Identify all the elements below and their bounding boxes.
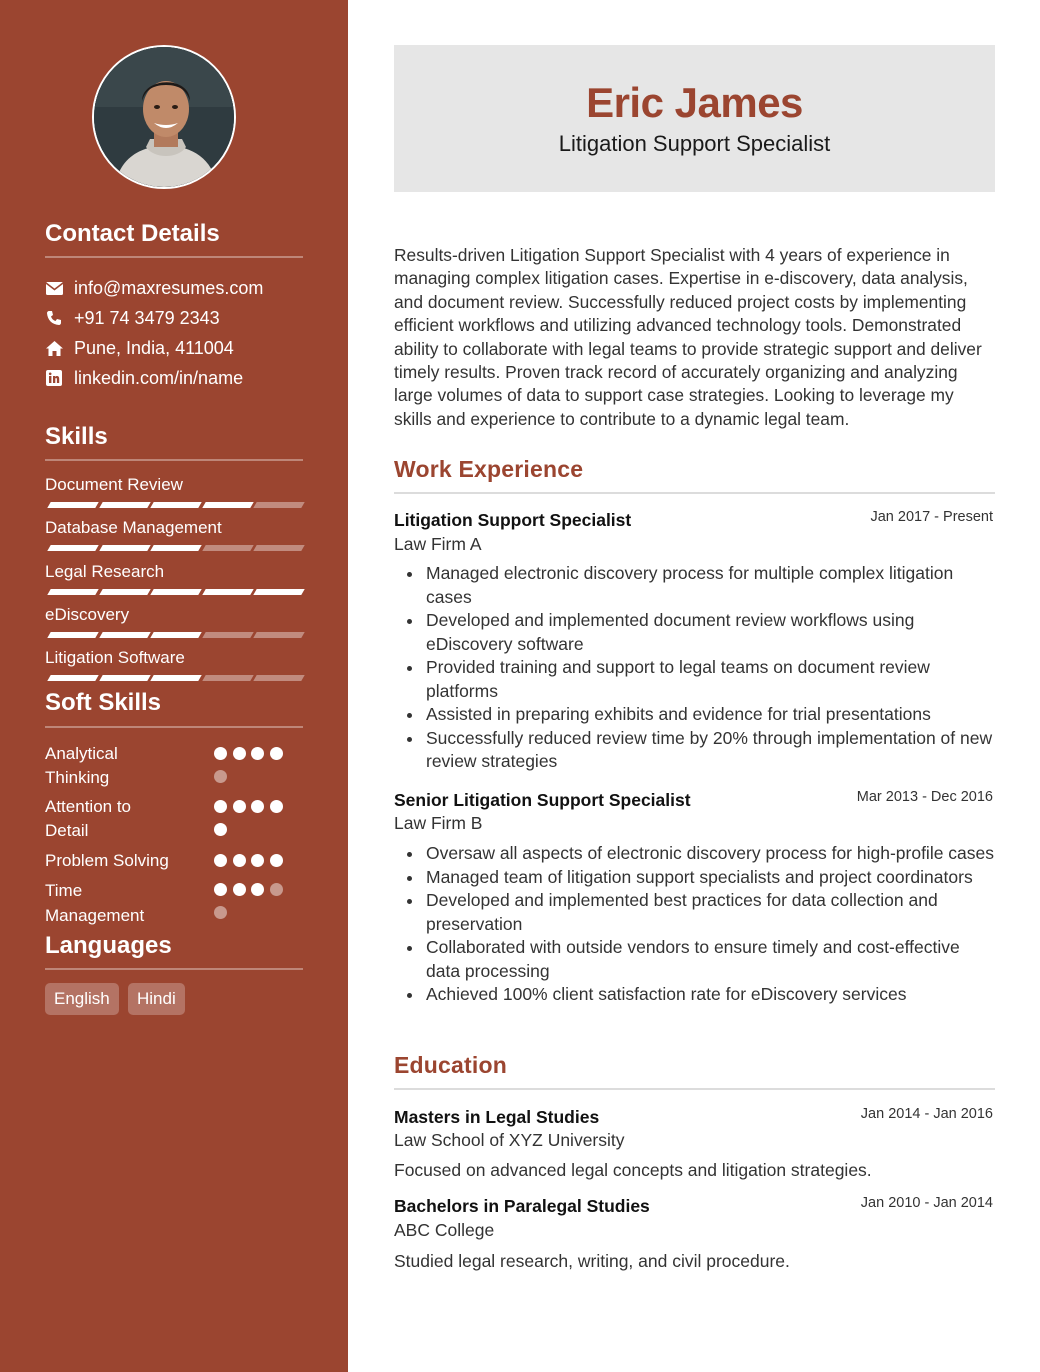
skill-level-segment [253, 675, 304, 681]
list-item: Developed and implemented best practices for data collection and preservation [426, 889, 996, 936]
soft-skill-label: Problem Solving [45, 851, 169, 870]
skills-heading: Skills [45, 423, 108, 450]
degree-title: Masters in Legal Studies [394, 1107, 600, 1127]
soft-skill-dot [214, 883, 227, 896]
skill-label: eDiscovery [45, 605, 130, 624]
skill-level-segment [150, 675, 201, 681]
languages-divider [45, 968, 303, 970]
skill-level-segment [99, 589, 150, 595]
skill-label: Database Management [45, 518, 222, 537]
languages-heading: Languages [45, 932, 172, 959]
degree-title: Bachelors in Paralegal Studies [394, 1196, 650, 1216]
skill-level-segment [150, 589, 201, 595]
list-item: Provided training and support to legal teams on document review platforms [426, 656, 996, 703]
list-item: Developed and implemented document review workflows using eDiscovery software [426, 609, 996, 656]
skill-level-bar [45, 502, 303, 508]
linkedin-icon [45, 369, 63, 387]
skill-level-segment [47, 632, 98, 638]
language-tag: English [45, 983, 119, 1015]
education-divider [394, 1088, 995, 1090]
language-tag: Hindi [128, 983, 185, 1015]
school-name: Law School of XYZ University [394, 1130, 625, 1150]
phone-icon [45, 309, 63, 327]
list-item: Successfully reduced review time by 20% through implementation of new review strategies [426, 727, 996, 774]
soft-skill-dot [233, 747, 246, 760]
job-title: Litigation Support Specialist [394, 510, 632, 530]
work-heading: Work Experience [394, 456, 584, 482]
soft-skill-dot [214, 800, 227, 813]
work-divider [394, 492, 995, 494]
soft-skill-dot [270, 854, 283, 867]
degree-dates: Jan 2010 - Jan 2014 [860, 1195, 993, 1211]
skills-divider [45, 459, 303, 461]
skill-level-segment [253, 632, 304, 638]
soft-skill-dot [233, 854, 246, 867]
list-item: Collaborated with outside vendors to ensure timely and cost-effective data processing [426, 936, 996, 983]
skill-level-bar [45, 589, 303, 595]
education-heading: Education [394, 1052, 507, 1078]
skill-level-segment [99, 675, 150, 681]
skill-level-bar [45, 632, 303, 638]
soft-skill-dot [270, 747, 283, 760]
soft-skill-label: Analytical Thinking [45, 744, 118, 787]
soft-skill-dot [251, 883, 264, 896]
candidate-name: Eric James [586, 79, 803, 126]
skill-item [45, 561, 303, 583]
contact-phone-text: +91 74 3479 2343 [74, 307, 220, 328]
job-title: Senior Litigation Support Specialist [394, 790, 691, 810]
skill-level-segment [202, 545, 253, 551]
soft-skill-label: Time Management [45, 881, 145, 925]
contact-divider [45, 256, 303, 258]
soft-skill-dot [251, 854, 264, 867]
skill-level-segment [47, 675, 98, 681]
soft-skill-dot [214, 906, 227, 919]
skill-label: Litigation Software [45, 648, 185, 667]
list-item: Oversaw all aspects of electronic discovery process for high-profile cases [426, 842, 996, 866]
job-dates: Jan 2017 - Present [870, 509, 993, 525]
skill-level-segment [202, 675, 253, 681]
skill-label: Legal Research [45, 562, 165, 581]
skill-level-segment [253, 545, 304, 551]
school-name: ABC College [394, 1220, 495, 1240]
envelope-icon [45, 279, 63, 297]
soft-skill-dot [251, 800, 264, 813]
job-bullets [426, 562, 996, 774]
soft-skill-dot [233, 800, 246, 813]
contact-linkedin[interactable] [45, 366, 243, 390]
skill-level-segment [202, 589, 253, 595]
list-item: Managed team of litigation support specialists and project coordinators [426, 866, 996, 890]
skill-label: Document Review [45, 475, 183, 494]
soft-skills-divider [45, 726, 303, 728]
soft-skill-dot [214, 747, 227, 760]
contact-email[interactable] [45, 276, 263, 300]
skill-level-segment [99, 632, 150, 638]
list-item: Managed electronic discovery process for multiple complex litigation cases [426, 562, 996, 609]
skill-level-segment [253, 502, 304, 508]
avatar [92, 45, 236, 189]
home-icon [45, 339, 63, 357]
contact-location-text: Pune, India, 411004 [74, 337, 234, 358]
profile-photo [94, 47, 236, 189]
skill-level-segment [47, 545, 98, 551]
skill-level-bar [45, 675, 303, 681]
summary-text: Results-driven Litigation Support Specialist with 4 years of experience in managing complex litigation cases. Expertise in e-discovery, data analysis, and document review. Successfully reduced project costs by implementing efficient workflows and utilizing advanced technology tools. Demonstrated ability to collaborate with legal teams to provide strategic support and deliver timely results. Proven track record of accurately organizing and analyzing large volumes of data to support case strategies. Looking to leverage my skills and experience to contribute to a dynamic legal team. [394, 245, 982, 429]
contact-location [45, 336, 234, 360]
degree-dates: Jan 2014 - Jan 2016 [860, 1106, 993, 1122]
job-bullets [426, 842, 996, 1007]
skill-level-segment [47, 589, 98, 595]
list-item: Achieved 100% client satisfaction rate for eDiscovery services [426, 983, 996, 1007]
contact-linkedin-text: linkedin.com/in/name [74, 367, 244, 388]
skill-level-segment [99, 502, 150, 508]
contact-heading: Contact Details [45, 220, 220, 247]
degree-description: Focused on advanced legal concepts and litigation strategies. [394, 1160, 872, 1180]
skill-level-segment [150, 502, 201, 508]
skill-level-segment [150, 545, 201, 551]
header [394, 45, 995, 192]
skill-level-segment [150, 632, 201, 638]
skill-level-segment [253, 589, 304, 595]
soft-skill-dot [270, 883, 283, 896]
skill-item [45, 517, 303, 539]
soft-skill-dot [251, 747, 264, 760]
skill-item [45, 604, 303, 626]
contact-phone[interactable] [45, 306, 220, 330]
soft-skill-dot [214, 854, 227, 867]
skill-level-segment [99, 545, 150, 551]
candidate-title: Litigation Support Specialist [558, 131, 831, 156]
soft-skill-dot [270, 800, 283, 813]
degree-description: Studied legal research, writing, and civil procedure. [394, 1251, 790, 1271]
skill-level-segment [202, 502, 253, 508]
skill-item [45, 474, 303, 496]
skill-level-segment [47, 502, 98, 508]
skill-level-segment [202, 632, 253, 638]
sidebar [0, 0, 348, 1372]
skill-item [45, 647, 303, 669]
skill-level-bar [45, 545, 303, 551]
soft-skill-dot [233, 883, 246, 896]
soft-skills-heading: Soft Skills [45, 689, 162, 716]
job-company: Law Firm A [394, 534, 482, 554]
job-dates: Mar 2013 - Dec 2016 [856, 789, 993, 805]
job-company: Law Firm B [394, 813, 483, 833]
soft-skill-label: Attention to Detail [45, 797, 132, 840]
list-item: Assisted in preparing exhibits and evidence for trial presentations [426, 703, 996, 727]
soft-skill-dot [214, 823, 227, 836]
soft-skill-dot [214, 770, 227, 783]
contact-email-text: info@maxresumes.com [74, 277, 264, 298]
